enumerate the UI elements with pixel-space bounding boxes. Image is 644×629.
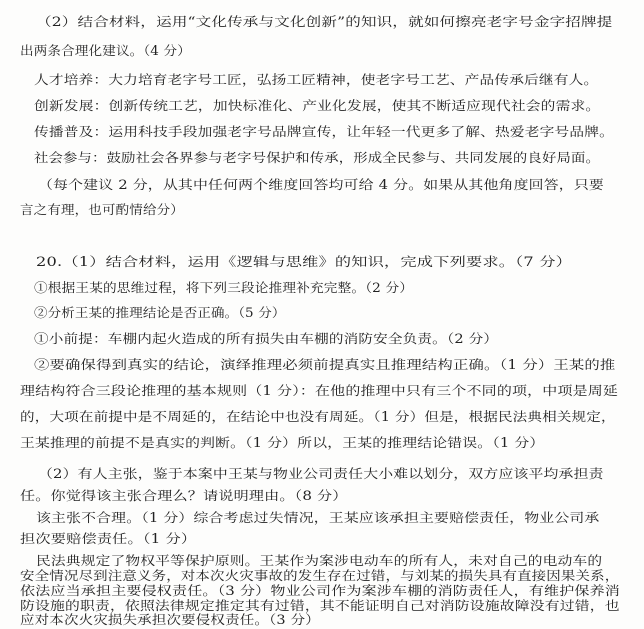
q20-answer-2-line2: 理结构符合三段论推理的基本规则（1 分）：在他的推理中只有三个不同的项，中项是周延 — [20, 383, 619, 398]
q20-part2-reason-line4: 防设施的职责，依照法律规定推定其有过错，其不能证明自己对消防设施故障没有过错，也 — [20, 598, 620, 613]
scoring-note-line2: 言之有理，也可酌情给分） — [20, 202, 184, 217]
scoring-note-line1: （每个建议 2 分，从其中任何两个维度回答均可给 4 分。如果从其他角度回答，只要 — [38, 177, 604, 192]
q20-part2-reason-line3: 依法应当承担主要侵权责任。（3 分）物业公司作为案涉车棚的消防责任人，有维护保养消 — [20, 583, 621, 598]
q20-part1-question: 20.（1）结合材料，运用《逻辑与思维》的知识，完成下列要求。（7 分） — [36, 254, 572, 269]
q20-requirement-1: ①根据王某的思维过程，将下列三段论推理补充完整。（2 分） — [34, 280, 414, 295]
answer-participation: 社会参与：鼓励社会各界参与老字号保护和传承，形成全民参与、共同发展的良好局面。 — [34, 150, 601, 165]
answer-talent: 人才培养：大力培育老字号工匠，弘扬工匠精神，使老字号工艺、产品传承后继有人。 — [34, 72, 599, 87]
answer-promotion: 传播普及：运用科技手段加强老字号品牌宣传，让年轻一代更多了解、热爱老字号品牌。 — [34, 124, 615, 139]
answer-innovation: 创新发展：创新传统工艺，加快标准化、产业化发展，使其不断适应现代社会的需求。 — [34, 98, 601, 113]
q20-part2-reason-line1: 民法典规定了物权平等保护原则。王某作为案涉电动车的所有人，未对自己的电动车的 — [36, 553, 603, 568]
q20-part2-question-line1: （2）有人主张，鉴于本案中王某与物业公司责任大小难以划分，双方应该平均承担责 — [38, 466, 604, 481]
q20-part2-reason-line2: 安全情况尽到注意义务，对本次火灾事故的发生存在过错，与刘某的损失具有直接因果关系， — [20, 568, 620, 583]
q20-answer-2-line4: 王某推理的前提不是真实的判断。（1 分）所以，王某的推理结论错误。（1 分） — [20, 435, 545, 450]
q20-answer-2-line3: 的，大项在前提中是不周延的，在结论中也没有周延。（1 分）但是，根据民法典相关规定， — [20, 409, 616, 424]
q20-answer-2-line1: ②要确保得到真实的结论，演绎推理必须前提真实且推理结构正确。（1 分）王某的推 — [34, 357, 616, 372]
q19-part2-question-line2: 出两条合理化建议。（4 分） — [20, 43, 191, 58]
q20-answer-1: ①小前提：车棚内起火造成的所有损失由车棚的消防安全负责。（2 分） — [34, 331, 499, 346]
q20-part2-answer-line2: 担次要赔偿责任。（1 分） — [20, 531, 197, 546]
q20-part2-answer-line1: 该主张不合理。（1 分）综合考虑过失情况，王某应该承担主要赔偿责任，物业公司承 — [36, 510, 600, 525]
q20-requirement-2: ②分析王某的推理结论是否正确。（5 分） — [34, 305, 286, 320]
q19-part2-question-line1: （2）结合材料，运用“文化传承与文化创新”的知识，就如何擦亮老字号金字招牌提 — [36, 14, 613, 29]
q20-part2-reason-line5: 应对本次火灾损失承担次要侵权责任。（3 分） — [20, 612, 320, 627]
q20-part2-question-line2: 任。你觉得该主张合理么？请说明理由。（8 分） — [20, 488, 348, 503]
